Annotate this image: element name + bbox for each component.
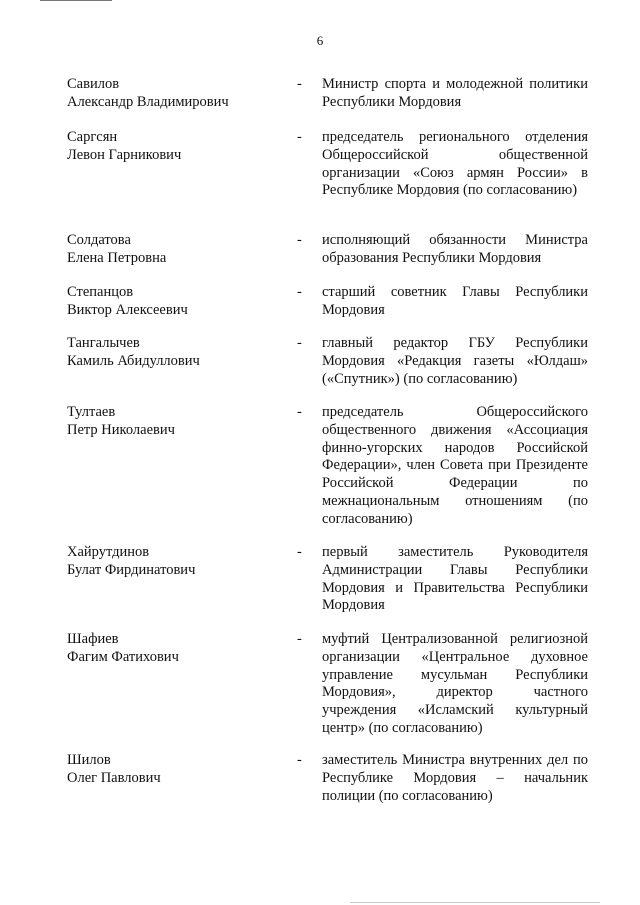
member-surname: Хайрутдинов: [67, 544, 150, 560]
member-name: [67, 232, 277, 268]
separator-dash: -: [297, 544, 302, 560]
member-surname: Саргсян: [67, 129, 118, 145]
member-given-names: Левон Гарникович: [67, 146, 182, 163]
member-given-names: Елена Петровна: [67, 249, 167, 266]
member-role: исполняющий обязанности Министра образования Республики Мордовия: [322, 232, 588, 266]
member-role: главный редактор ГБУ Республики Мордовия «Редакция газеты «Юлдаш» («Спутник») (по согласованию): [322, 335, 588, 387]
separator-dash: -: [297, 232, 302, 248]
member-surname: Степанцов: [67, 284, 134, 300]
separator-dash: -: [297, 752, 302, 768]
page-number: 6: [316, 33, 324, 48]
separator-dash: -: [297, 631, 302, 647]
member-surname: Тултаев: [67, 404, 116, 420]
member-name: [67, 76, 277, 112]
member-role: заместитель Министра внутренних дел по Республике Мордовия – начальник полиции (по согласованию): [322, 752, 588, 804]
separator-dash: -: [297, 335, 302, 351]
member-surname: Савилов: [67, 76, 120, 92]
member-given-names: Булат Фирдинатович: [67, 561, 196, 578]
member-given-names: Камиль Абидуллович: [67, 352, 200, 369]
member-name: [67, 404, 277, 440]
member-name: [67, 544, 277, 580]
separator-dash: -: [297, 284, 302, 300]
member-given-names: Олег Павлович: [67, 769, 161, 786]
member-given-names: Александр Владимирович: [67, 93, 229, 110]
member-role: председатель регионального отделения Общероссийской общественной организации «Союз армян России» в Республике Мордовия (по согласованию): [322, 129, 588, 199]
member-name: [67, 752, 277, 788]
separator-dash: -: [297, 129, 302, 145]
separator-dash: -: [297, 404, 302, 420]
member-name: [67, 335, 277, 371]
member-name: [67, 631, 277, 667]
member-role: муфтий Централизованной религиозной организации «Центральное духовное управление мусульман Республики Мордовия», директор частного учреждения «Исламский культурный центр» (по согласованию): [322, 631, 588, 736]
member-role: Министр спорта и молодежной политики Республики Мордовия: [322, 76, 588, 110]
scan-edge-line: [40, 0, 112, 1]
member-name: [67, 129, 277, 165]
member-surname: Шафиев: [67, 631, 119, 647]
separator-dash: -: [297, 76, 302, 92]
member-surname: Тангалычев: [67, 335, 140, 351]
member-given-names: Фагим Фатихович: [67, 648, 179, 665]
member-name: [67, 284, 277, 320]
member-surname: Солдатова: [67, 232, 131, 248]
member-given-names: Петр Николаевич: [67, 421, 175, 438]
member-role: старший советник Главы Республики Мордовия: [322, 284, 588, 318]
scan-edge-line: [350, 902, 600, 903]
member-role: первый заместитель Руководителя Администрации Главы Республики Мордовия и Правительства Республики Мордовия: [322, 544, 588, 614]
member-surname: Шилов: [67, 752, 111, 768]
member-role: председатель Общероссийского общественного движения «Ассоциация финно-угорских народов Российской Федерации», член Совета при Президенте Российской Федерации по межнациональным отношениям (по согласованию): [322, 404, 588, 527]
member-given-names: Виктор Алексеевич: [67, 301, 188, 318]
